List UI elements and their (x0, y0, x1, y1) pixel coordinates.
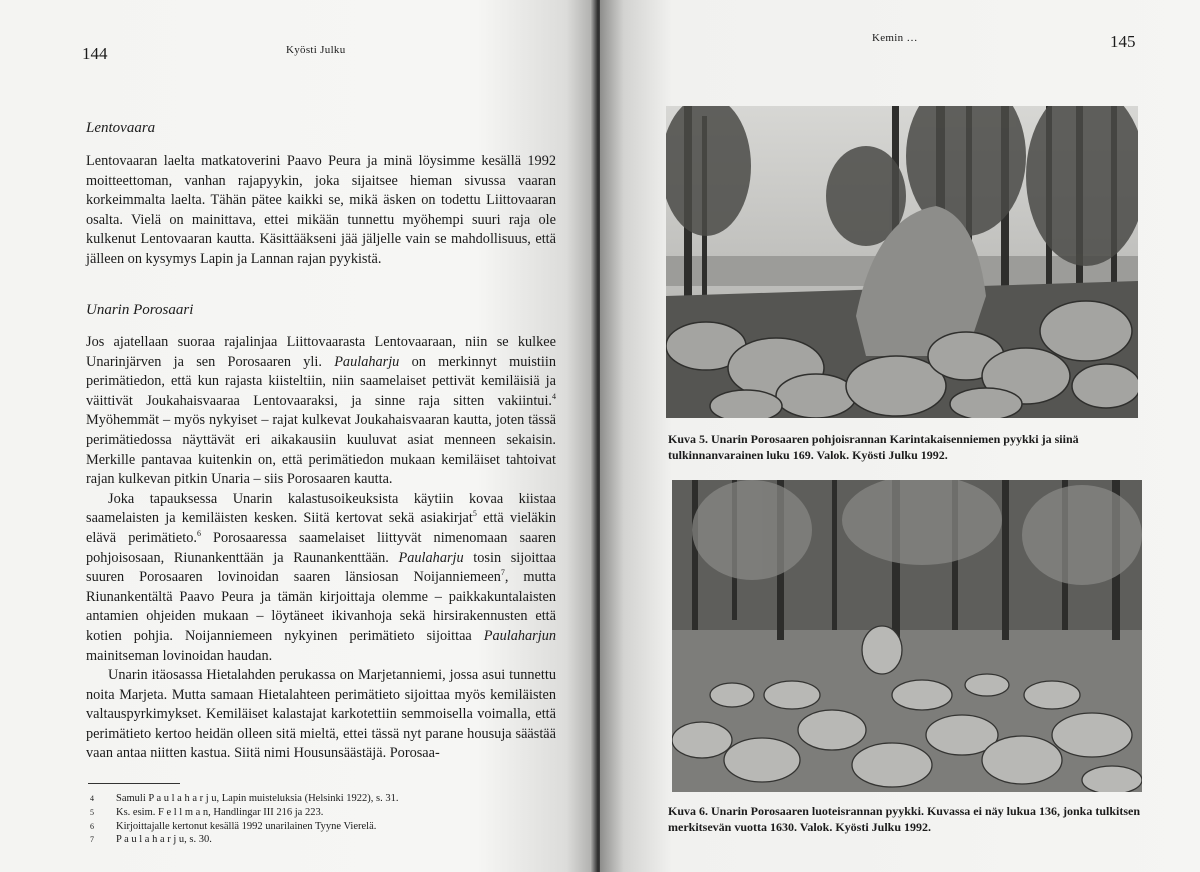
footnote: 6 Kirjoittajalle kertonut kesällä 1992 unarilainen Tyyne Vierelä. (90, 820, 377, 832)
footnote-ref-5: 5 (472, 509, 477, 519)
section-heading-lentovaara: Lentovaara (86, 120, 156, 136)
paragraph-text: Lentovaaran laelta matkatoverini Paavo Peura ja minä löysimme kesällä 1992 moitteettoman, vanhan rajapyykin, joka sijaitsee hieman sivussa vaaran korkeimmalta laelta. Tähän pätee kaikki se, mikä äsken on todettu Liittovaaran osalta. Vielä on mainittava, ettei mikään tunnettu myöhempi suuri raja ole kulkenut Lentovaaran kautta. Käsittääkseni jää jäljelle vain se mahdollisuus, että jälleen on kysymys Lapin ja Lannan rajan pyykistä. (86, 153, 556, 267)
photo-kuva-6 (672, 480, 1142, 792)
caption-kuva-6: Kuva 6. Unarin Porosaaren luoteisrannan pyykki. Kuvassa ei näy lukua 136, jonka tulkitsen merkitsevän vuotta 1630. Valok. Kyösti Julku 1992. (668, 804, 1140, 834)
footnote: 7 P a u l a h a r j u, s. 30. (90, 834, 212, 846)
footnote-divider (88, 783, 180, 784)
section-body-unarin-porosaari (86, 333, 556, 764)
paragraph-lentovaara (86, 152, 556, 270)
footnote: 4 Samuli P a u l a h a r j u, Lapin muisteluksia (Helsinki 1922), s. 31. (90, 793, 399, 804)
photo-kuva-5 (666, 106, 1138, 418)
paragraph-2: Joka tapauksessa Unarin kalastusoikeuksista käytiin kovaa kiistaa saamelaisten ja kemiläisten kesken. Siitä kertovat sekä asiakirjat$^5$ että vieläkin elävä perimätieto.$^6$ Porosaaressa saamelaiset liittyvät nimenomaan saaren pohjoisosaan, Riunankenttään ja Raunankenttään. Paulaharju tosin sijoittaa suuren Porosaaren lovinoidan saaren länsiosan Noijanniemeen$^7$, mutta Riunankentältä Paavo Peura ja tämän kirjoittaja olemme – paikkakuntalaisten antamien ohjeiden mukaan – löytäneet ikivanhoja sekä hirsirakennusten että kotien pohjia. Noijanniemeen nykyinen perimätieto sijoittaa Paulaharjun mainitseman lovinoidan haudan. (86, 490, 557, 664)
section-heading-unarin-porosaari: Unarin Porosaari (86, 302, 194, 318)
running-head-left: Kyösti Julku (286, 44, 346, 56)
page-number-left: 144 (82, 44, 108, 63)
page-number-right: 145 (1110, 32, 1136, 51)
running-head-right: Kemin … (872, 32, 918, 44)
footnote-ref-6: 6 (196, 529, 201, 539)
footnote-ref-4: 4 (552, 392, 556, 402)
caption-kuva-5: Kuva 5. Unarin Porosaaren pohjoisrannan Karintakaisenniemen pyykki ja siinä tulkinnanvarainen luku 169. Valok. Kyösti Julku 1992. (668, 432, 1079, 462)
paragraph-3: Unarin itäosassa Hietalahden perukassa on Marjetanniemi, jossa asui tunnettu noita Marjeta. Mutta samaan Hietalahteen perimätieto sijoittaa myös kemiläisten valtauspyrkimykset. Kemiläiset kalastajat karkotettiin semmoisella voimalla, että perimätieto kertoo heidän olleen sitä mieltä, ettei tässä nyt parane housuja säästää vaan antaa niitten kastua. Siitä nimi Housunsäästäjä. Porosaa- (86, 667, 556, 762)
footnote: 5 Ks. esim. F e l l m a n, Handlingar III 216 ja 223. (90, 806, 324, 818)
paragraph-1: Jos ajatellaan suoraa rajalinjaa Liittovaarasta Lentovaaraan, niin se kulkee Unarinjärven ja sen Porosaaren yli. Paulaharju on merkinnyt muistiin perimätiedon, että kun rajasta kiisteltiin, niin saamelaiset pettivät kemiläisiä ja väittivät Joukahaisvaaraa Lentovaaraksi, ja sinne raja sitten vakiintui.$^4$ Myöhemmät – myös nykyiset – rajat kulkevat Joukahaisvaaran kautta, joten tässä perimätiedossa näyttävät eri aikakausiin kuuluvat asiat menneen sekaisin. Merkille pantavaa kuitenkin on, että perimätiedon mukaan kemiläiset tahtoivat rajan kulkevan pitkin Unaria – siis Porosaaren kautta. (86, 334, 557, 488)
footnote-ref-7: 7 (500, 568, 505, 578)
footnotes (88, 792, 528, 847)
left-page (0, 0, 596, 872)
